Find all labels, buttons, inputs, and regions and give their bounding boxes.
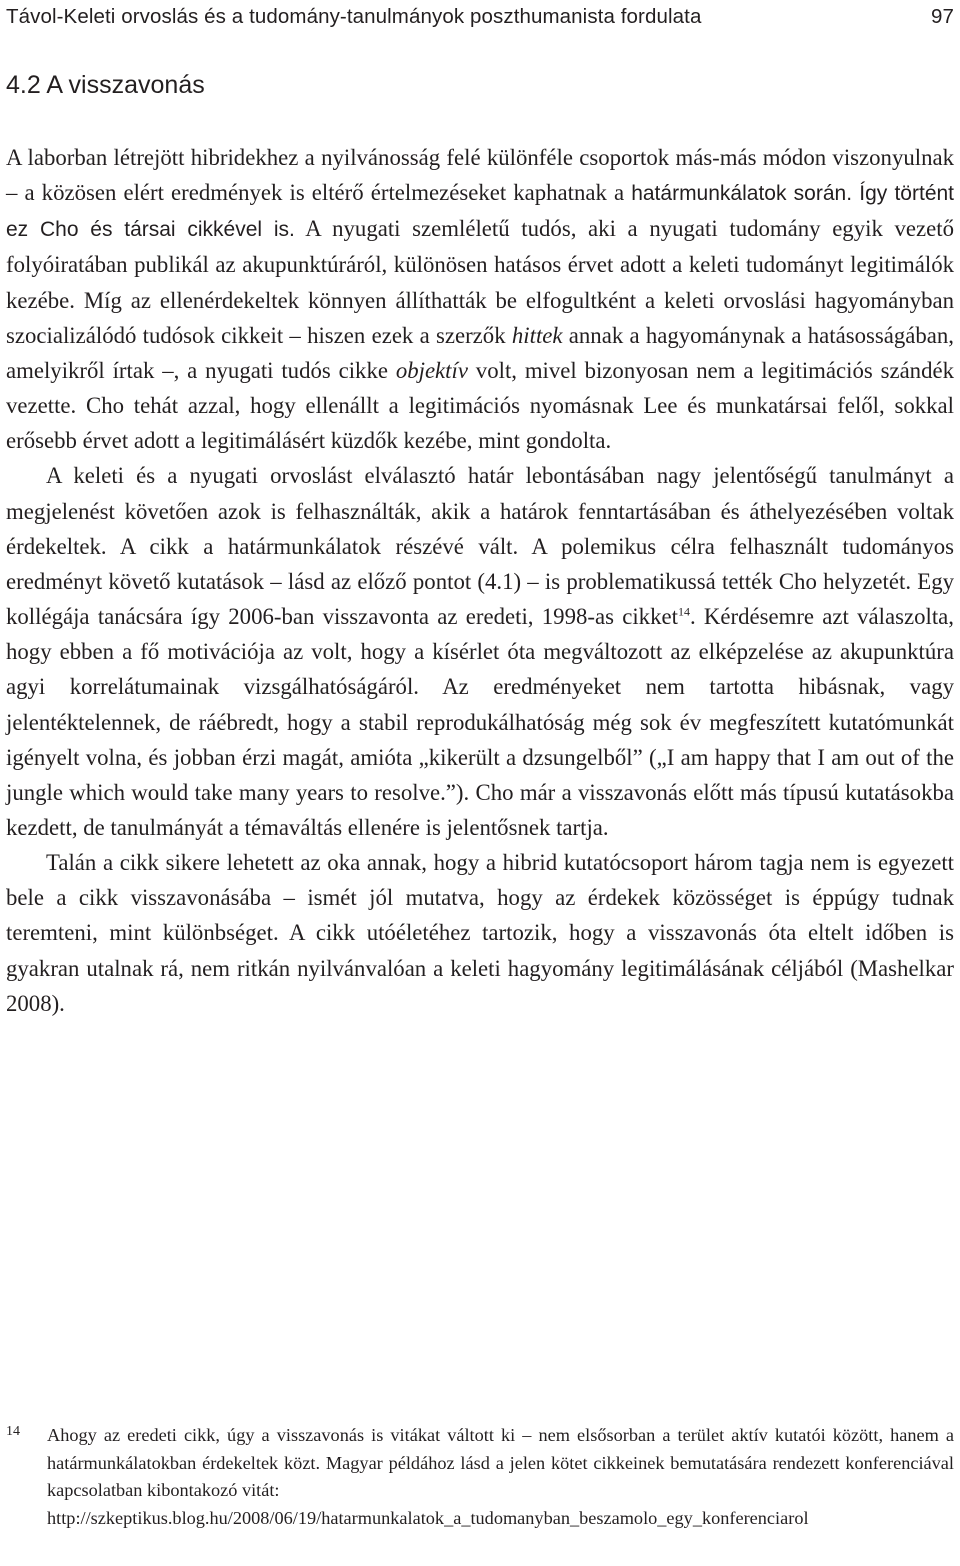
body-text [6,140,954,1021]
paragraph-1-part-d: annak a hagyománynak a hatásosságában, amelyikről írtak –, a nyugati tudós cikke [6,322,955,383]
paragraph-1 [6,140,954,458]
footnote-reference[interactable]: 14 [677,604,690,619]
page-number: 97 [930,5,954,28]
paragraph-2-part-a: A keleti és a nyugati orvoslást elválasztó határ lebontásában nagy jelentőségű tanulmányt a megjelenést követően azok is felhasználták, akik a határok fenntartásában és áthelyezésében voltak érdekeltek. A cikk a határmunkálatok részévé vált. A polemikus célra felhasznált tudományos eredményt követő kutatások – lásd az előző pontot (4.1) – is problematikussá tették Cho helyzetét. Egy kollégája tanácsára így 2006-ban visszavonta az eredeti, 1998-as cikket [6,463,954,630]
running-head [6,2,954,32]
footnote [6,1422,954,1532]
paragraph-2 [6,458,954,845]
paragraph-1-part-e: volt, mivel bizonyosan nem a legitimációs szándék vezette. Cho tehát azzal, hogy ellenállt a legitimációs nyomásnak Lee és munkatársai felől, sokkal erősebb érvet adott a legitimálásért küzdők kezébe, mint gondolta. [6,357,954,454]
footnote-number: 14 [6,1424,20,1439]
paragraph-1-emphasis-objektiv: objektív [395,357,468,383]
paragraph-3: Talán a cikk sikere lehetett az oka annak, hogy a hibrid kutatócsoport három tagja nem is egyezett bele a cikk visszavonásába – ismét jól mutatva, hogy az érdekek közösséget is éppúgy tudnak teremteni, mint különbséget. A cikk utóéletéhez tartozik, hogy a visszavonás óta eltelt időben is gyakran utalnak rá, nem ritkán nyilvánvalóan a keleti hagyomány legitimálásának céljából (Mashelkar 2008). [6,850,954,1016]
paragraph-1-part-c: A nyugati szemléletű tudós, aki a nyugati tudomány egyik vezető folyóiratában publikál az akupunktúráról, különösen hatásos érvet adott a keleti tudományt legitimálók kezébe. Míg az ellenérdekeltek könnyen állíthatták be elfogultként a keleti orvoslási hagyományban szocializálódó tudósok cikkeit – hiszen ezek a szerzők [6,216,954,348]
footnote-text: Ahogy az eredeti cikk, úgy a visszavonás is vitákat váltott ki – nem elsősorban a terület aktív kutatói között, hanem a határmunkálatokban érdekeltek közt. Magyar példához lásd a jelen kötet cikkeinek bemutatására rendezett konferenciával kapcsolatban kibontakozó vitát: [47,1425,954,1501]
paragraph-1-part-b: határmunkálatok során. Így történt ez Cho és társai cikkével is. [6,182,955,242]
paragraph-1-part-a: A laborban létrejött hibridekhez a nyilvánosság felé különféle csoportok más-más módon viszonyulnak – a közösen elért eredmények is eltérő értelmezéseket kaphatnak a [6,145,954,206]
footnote-body [47,1422,954,1532]
paragraph-1-emphasis-hittek: hittek [511,322,563,348]
paragraph-2-part-b: . Kérdésemre azt válaszolta, hogy ebben a fő motivációja az volt, hogy a kísérlet óta megváltozott az elképzelése az akupunktúra agyi korrelátumainak vizsgálhatóságáról. Az eredményeket nem tartotta hibásnak, vagy jelentéktelennek, de ráébredt, hogy a stabil reprodukálhatóság még sok év megfeszített kutatómunkát igényelt volna, és jobban érzi magát, amióta „kikerült a dzsungelből” („I am happy that I am out of the jungle which would take many years to resolve.”). Cho már a visszavonás előtt más típusú kutatásokba kezdett, de tanulmányát a témaváltás ellenére is jelentősnek tartja. [6,604,954,840]
running-title: Távol-Keleti orvoslás és a tudomány-tanulmányok poszthumanista fordulata [6,5,702,28]
footnote-url[interactable]: http://szkeptikus.blog.hu/2008/06/19/hatarmunkalatok_a_tudomanyban_beszamolo_egy_konferenciarol [47,1507,809,1528]
section-heading: 4.2 A visszavonás [6,71,205,99]
